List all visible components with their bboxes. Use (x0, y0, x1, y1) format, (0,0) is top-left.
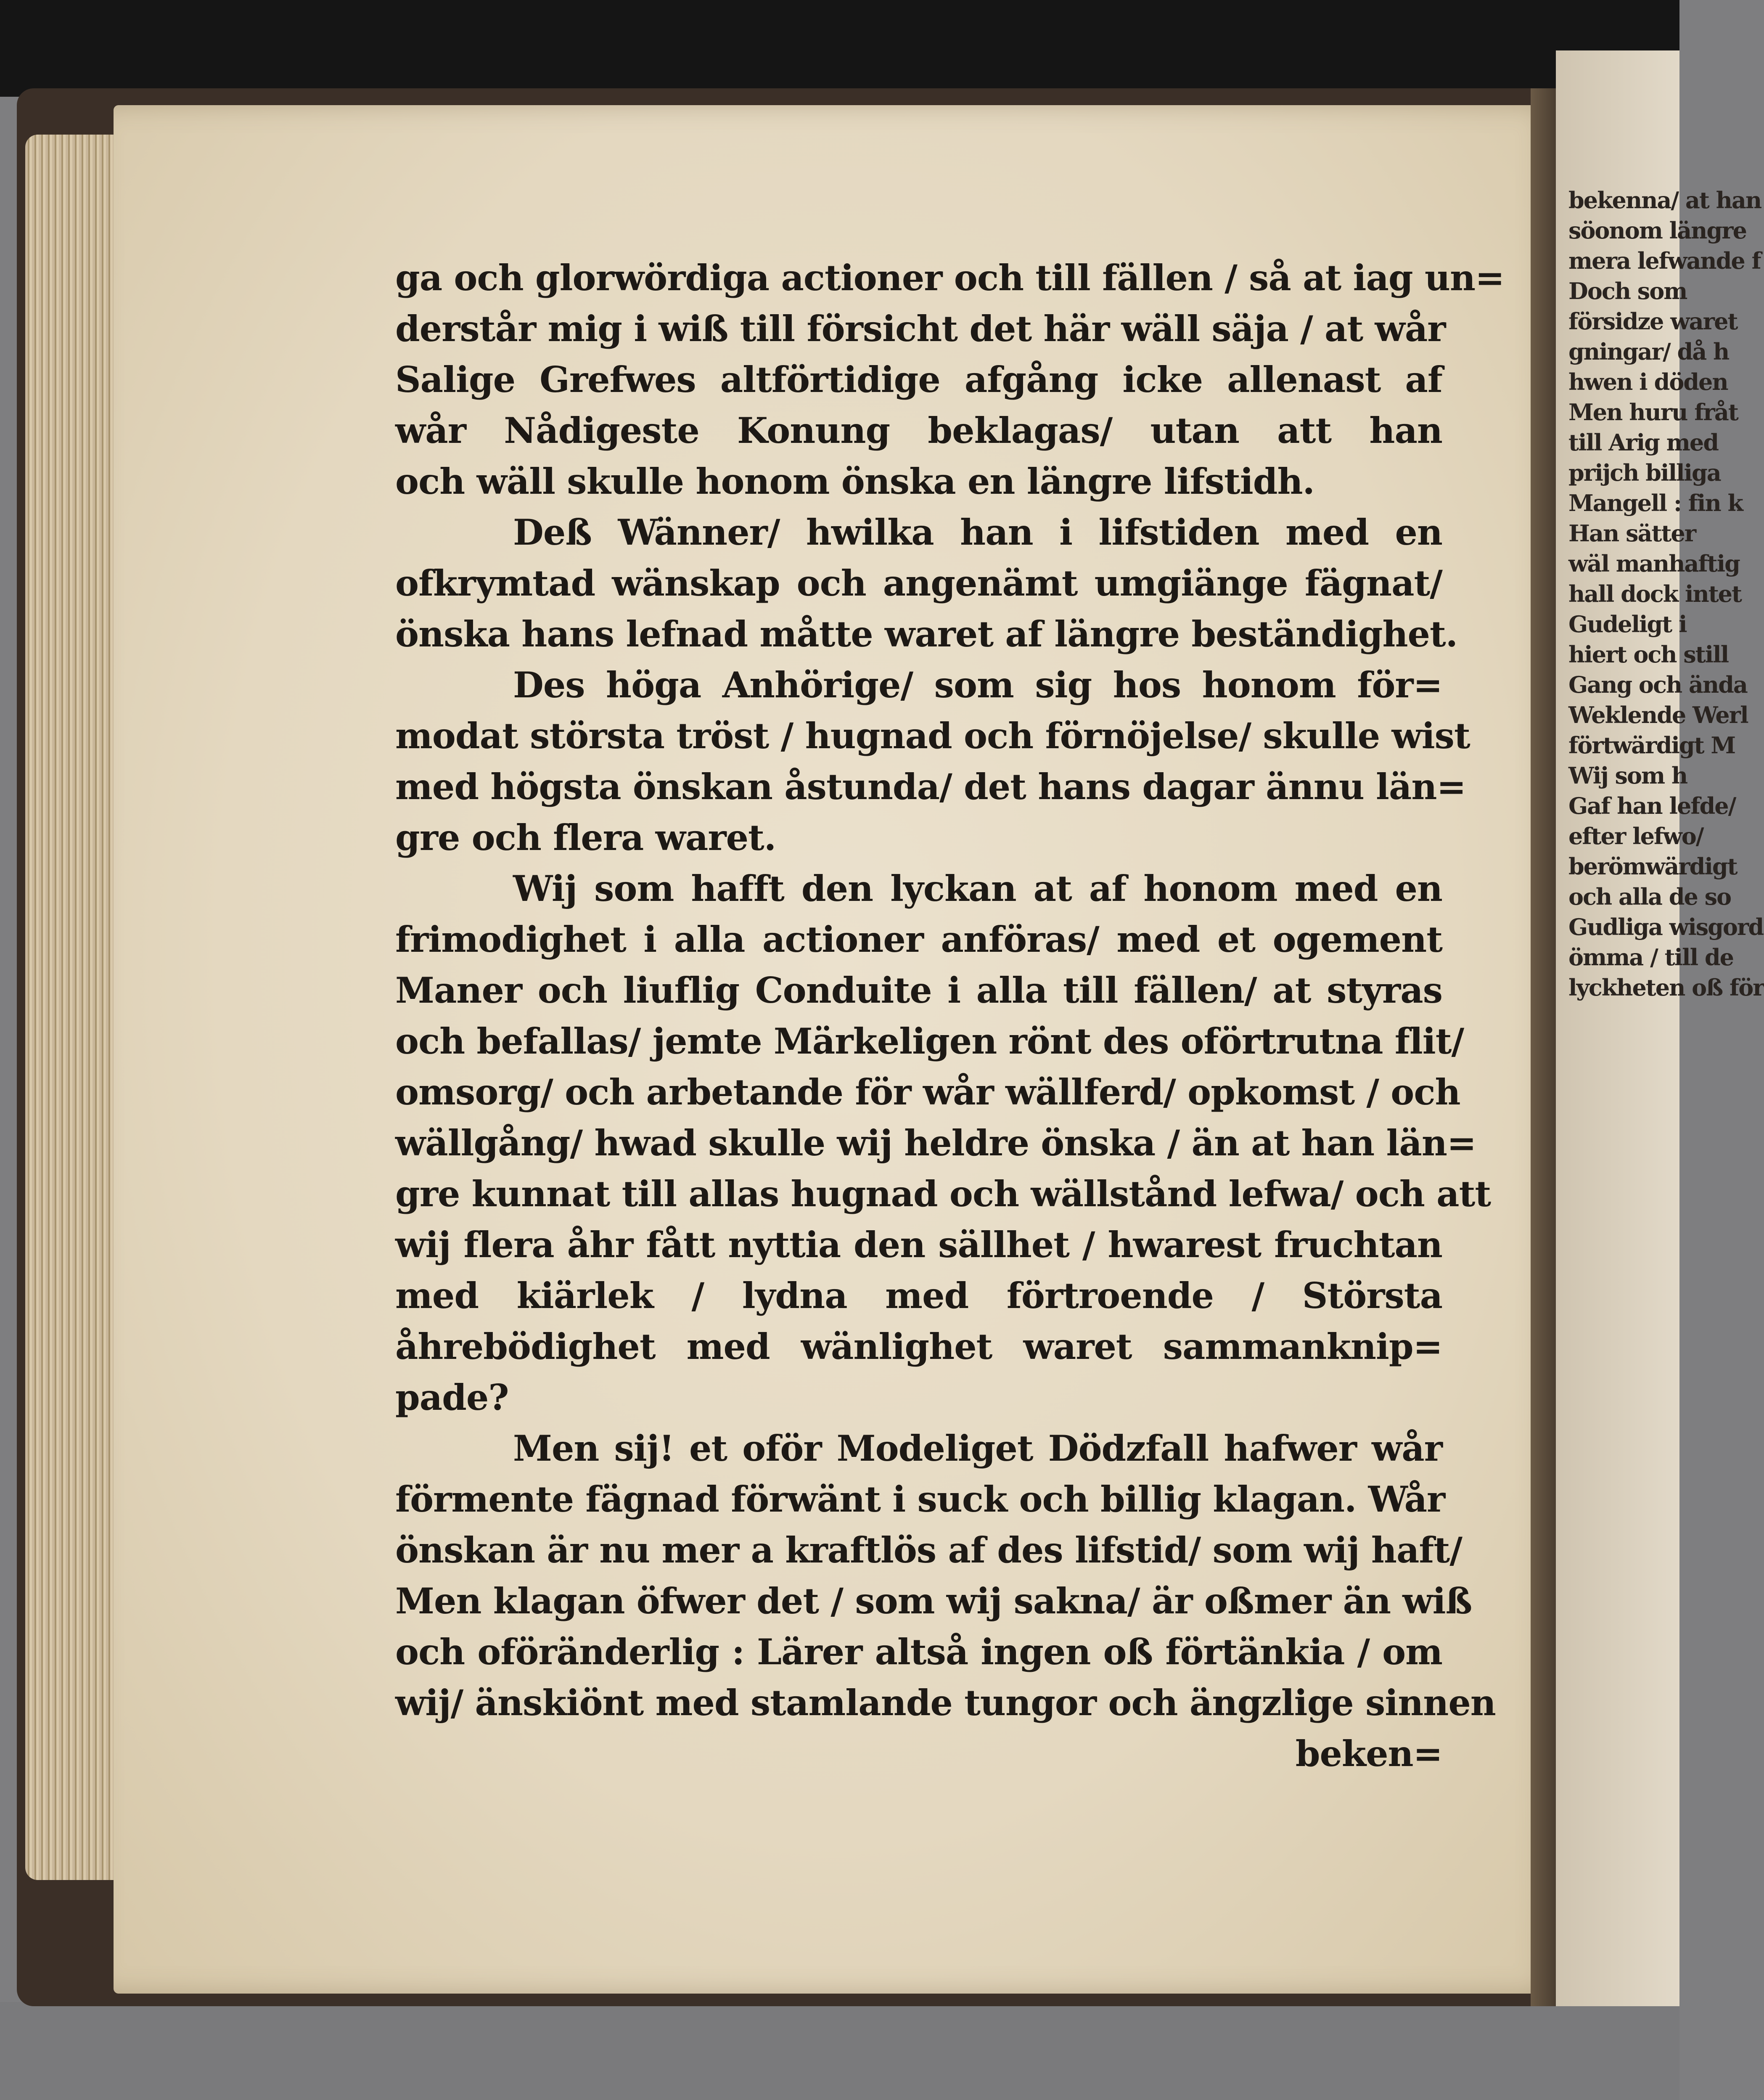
facing-text-line: efter lefwo/ (1568, 823, 1703, 850)
facing-page-text (1556, 185, 1764, 1003)
scanner-background-bottom (0, 2002, 1679, 2100)
text-line: Maner och liuflig Conduite i alla till fällen/ at styras (395, 969, 1442, 1011)
text-line: pade? (395, 1377, 509, 1418)
text-line: ga och glorwördiga actioner och till fällen / så at iag un= (395, 257, 1505, 299)
text-line: wij/ änskiönt med stamlande tungor och ängzlige sinnen (395, 1682, 1496, 1724)
facing-text-line: söonom längre (1568, 217, 1746, 244)
text-line: önskan är nu mer a kraftlös af des lifstid/ som wij haft/ (395, 1529, 1462, 1571)
facing-text-line: prijch billiga (1568, 459, 1721, 486)
text-line: gre och flera waret. (395, 817, 776, 858)
facing-text-line: Han sätter (1568, 520, 1696, 547)
text-line: modat största tröst / hugnad och förnöjelse/ skulle wist (395, 715, 1470, 757)
facing-text-line: Men huru fråt (1568, 399, 1738, 426)
facing-text-line: till Arig med (1568, 429, 1718, 456)
text-line: med kiärlek / lydna med förtroende / Största (395, 1275, 1442, 1316)
facing-text-line: hwen i döden (1568, 368, 1728, 395)
text-line: wij flera åhr fått nyttia den sällhet / hwarest fruchtan (395, 1224, 1442, 1266)
text-line: åhrebödighet med wänlighet waret sammanknip= (395, 1326, 1442, 1367)
paragraph-start-line: Des höga Anhörige/ som sig hos honom för= (513, 664, 1442, 706)
text-line: förmente fägnad förwänt i suck och billig klagan. Wår (395, 1478, 1445, 1520)
facing-text-line: förtwärdigt M (1568, 732, 1735, 759)
facing-text-line: Doch som (1568, 278, 1687, 305)
facing-text-line: gningar/ då h (1568, 338, 1729, 365)
text-line: med högsta önskan åstunda/ det hans dagar ännu län= (395, 766, 1466, 808)
facing-text-line: bekenna/ at han (1568, 187, 1761, 214)
text-line: Salige Grefwes altförtidige afgång icke allenast af (395, 359, 1442, 400)
facing-text-line: berömwärdigt (1568, 853, 1737, 880)
facing-text-line: ömma / till de (1568, 944, 1734, 971)
text-line: wår Nådigeste Konung beklagas/ utan att han (395, 410, 1442, 451)
facing-text-line: lyckheten oß för (1568, 974, 1764, 1001)
facing-text-line: Gudliga wisgord (1568, 914, 1764, 940)
text-line: och wäll skulle honom önska en längre lifstidh. (395, 461, 1314, 502)
facing-text-line: och alla de so (1568, 883, 1731, 910)
facing-text-line: wäl manhaftig (1568, 550, 1740, 577)
facing-text-line: Gang och ända (1568, 671, 1747, 698)
facing-text-line: mera lefwande f (1568, 247, 1761, 274)
facing-page (1556, 50, 1764, 2006)
paragraph-start-line: Wij som hafft den lyckan at af honom med en (513, 868, 1442, 909)
facing-text-line: Weklende Werl (1568, 702, 1748, 728)
scanner-background-top (0, 0, 1679, 97)
text-line: och befallas/ jemte Märkeligen rönt des oförtrutna flit/ (395, 1020, 1464, 1062)
catchword: beken= (1295, 1733, 1442, 1774)
text-line: derstår mig i wiß till försicht det här wäll säja / at wår (395, 308, 1446, 350)
text-line: Men klagan öfwer det / som wij sakna/ är oßmer än wiß (395, 1580, 1472, 1622)
text-line: ofkrymtad wänskap och angenämt umgiänge fägnat/ (395, 562, 1442, 604)
page-edges (25, 135, 122, 1880)
facing-text-line: hall dock intet (1568, 580, 1741, 607)
facing-text-line: Gudeligt i (1568, 611, 1687, 638)
page-text (395, 252, 1505, 1779)
text-line: wällgång/ hwad skulle wij heldre önska / än at han län= (395, 1122, 1476, 1164)
text-line: och oföränderlig : Lärer altså ingen oß förtänkia / om (395, 1631, 1442, 1673)
paragraph-start-line: Men sij! et oför Modeliget Dödzfall hafwer wår (513, 1427, 1442, 1469)
facing-text-line: försidze waret (1568, 308, 1738, 335)
paragraph-start-line: Deß Wänner/ hwilka han i lifstiden med en (513, 511, 1442, 553)
facing-text-line: hiert och still (1568, 641, 1729, 668)
text-line: önska hans lefnad måtte waret af längre beständighet. (395, 613, 1458, 655)
facing-text-line: Wij som h (1568, 762, 1687, 789)
text-line: omsorg/ och arbetande för wår wällferd/ opkomst / och (395, 1071, 1460, 1113)
text-line: frimodighet i alla actioner anföras/ med et ogement (395, 919, 1442, 960)
facing-text-line: Gaf han lefde/ (1568, 792, 1736, 819)
text-line: gre kunnat till allas hugnad och wällstånd lefwa/ och att (395, 1173, 1491, 1215)
facing-text-line: Mangell : fin k (1568, 490, 1743, 516)
